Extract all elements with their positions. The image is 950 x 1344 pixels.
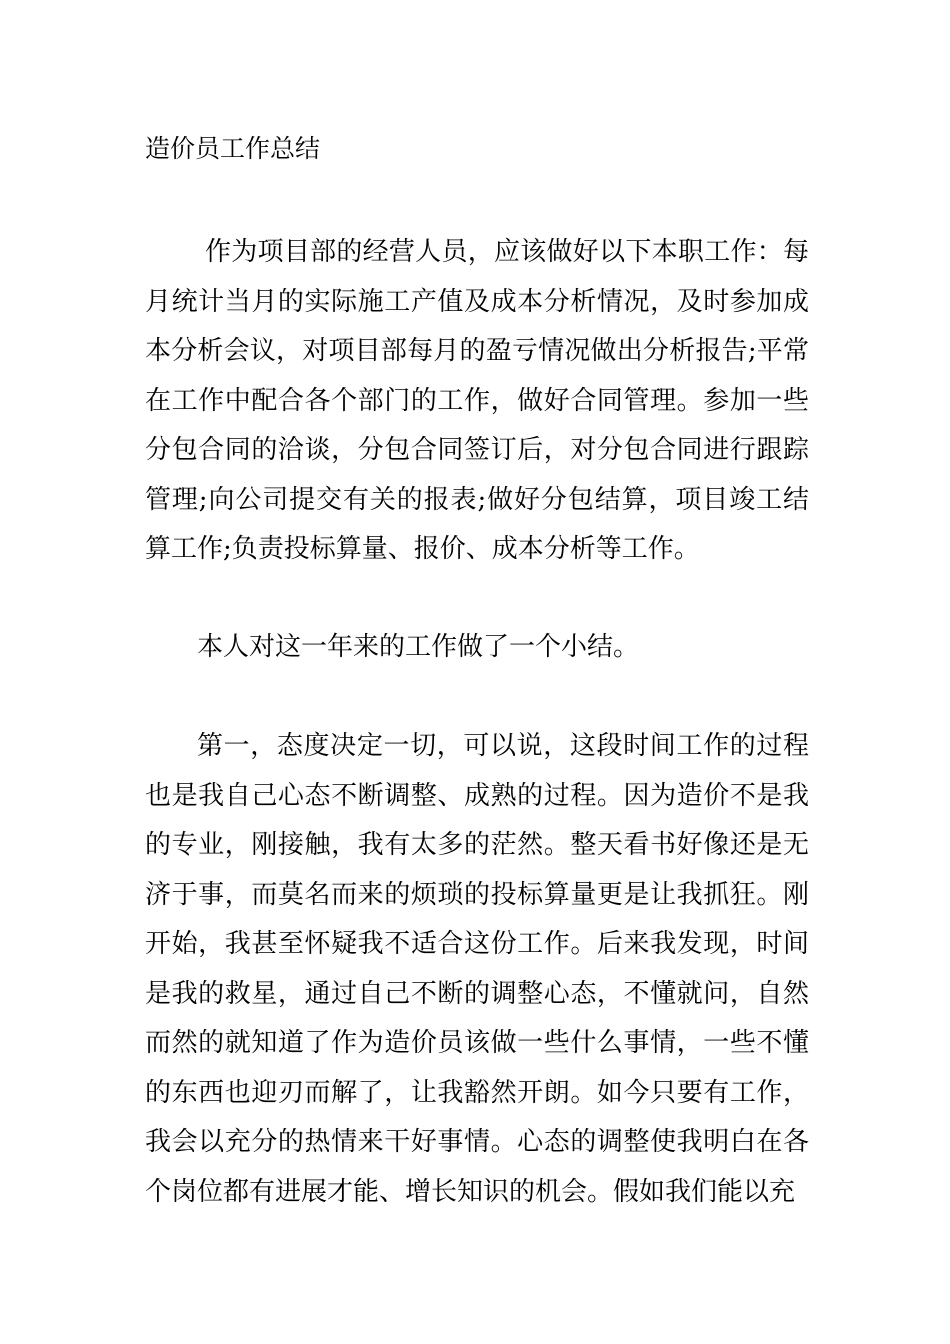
document-title: 造价员工作总结 [145, 134, 321, 163]
paragraph-job-duties: 作为项目部的经营人员，应该做好以下本职工作：每月统计当月的实际施工产值及成本分析情况，及时参加成本分析会议，对项目部每月的盈亏情况做出分析报告;平常在工作中配合各个部门的工作，做好合同管理。参加一些分包合同的洽谈，分包合同签订后，对分包合同进行跟踪管理;向公司提交有关的报表;做好分包结算，项目竣工结算工作;负责投标算量、报价、成本分析等工作。 [145, 237, 809, 564]
paragraph-attitude: 第一，态度决定一切，可以说，这段时间工作的过程也是我自己心态不断调整、成熟的过程。因为造价不是我的专业，刚接触，我有太多的茫然。整天看书好像还是无济于事，而莫名而来的烦琐的投标算量更是让我抓狂。刚开始，我甚至怀疑我不适合这份工作。后来我发现，时间是我的救星，通过自己不断的调整心态，不懂就问，自然而然的就知道了作为造价员该做一些什么事情，一些不懂的东西也迎刃而解了，让我豁然开朗。如今只要有工作，我会以充分的热情来干好事情。心态的调整使我明白在各个岗位都有进展才能、增长知识的机会。假如我们能以充 [145, 731, 809, 1207]
paragraph-summary-intro: 本人对这一年来的工作做了一个小结。 [197, 632, 640, 662]
